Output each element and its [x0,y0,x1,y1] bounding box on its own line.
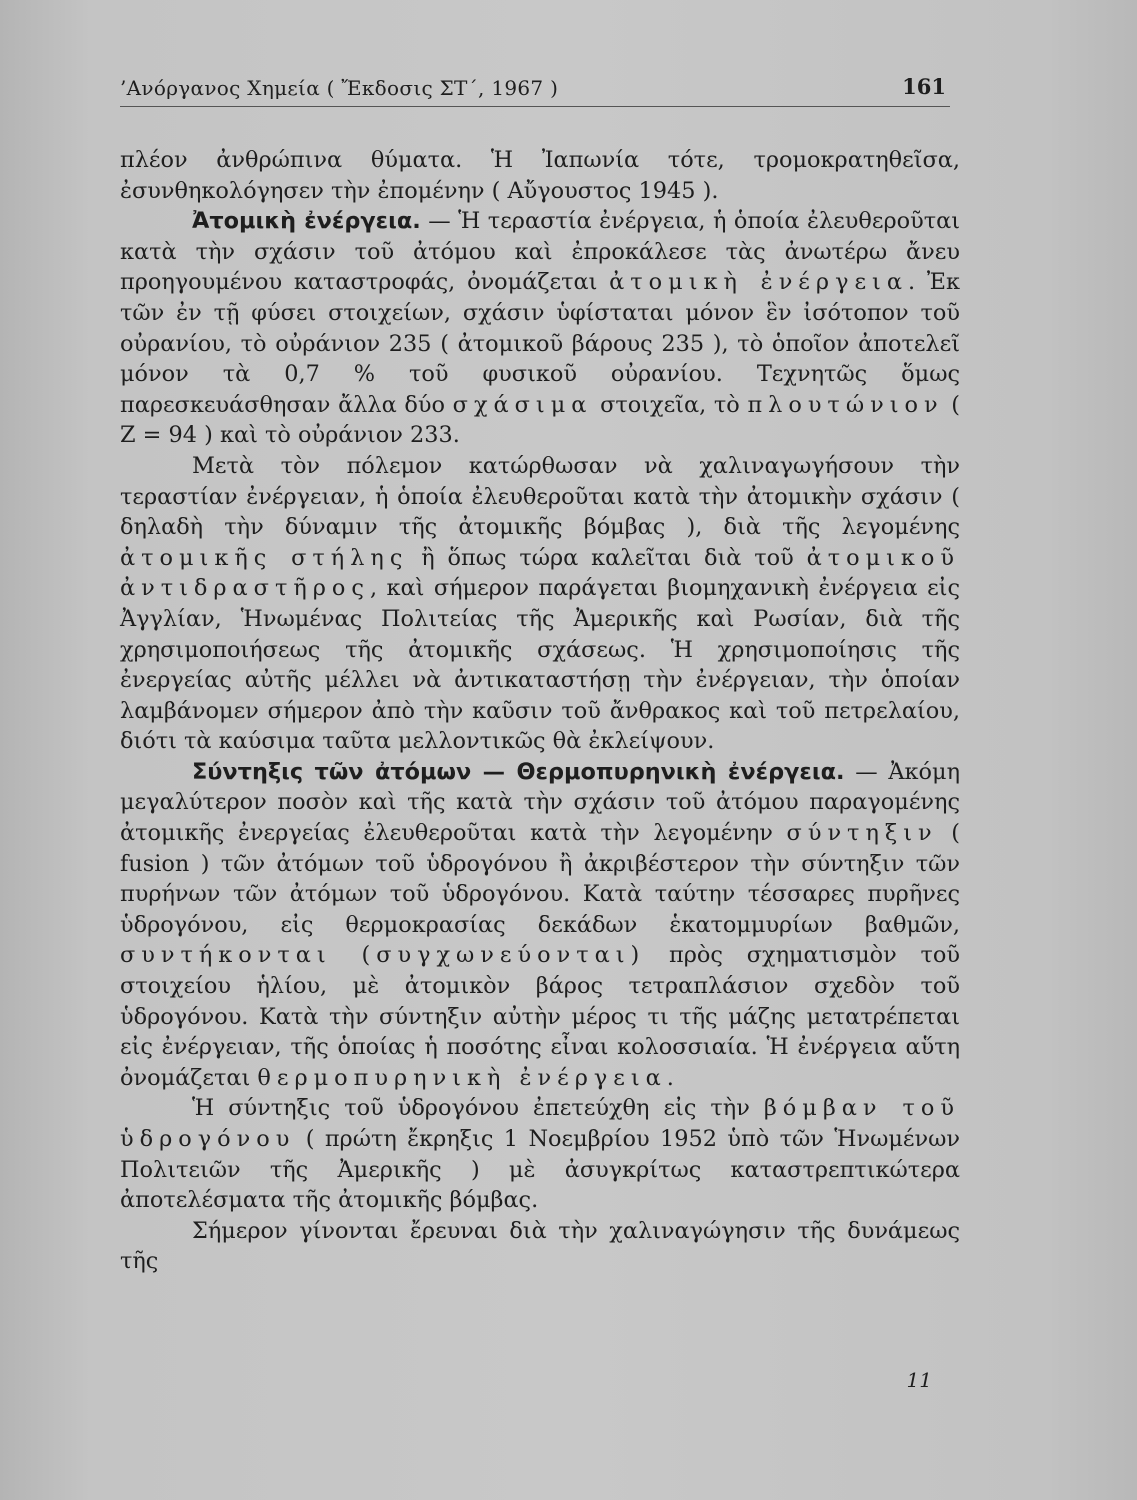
paragraph-5 [120,1093,960,1215]
signature-mark: 11 [906,1368,932,1392]
paragraph-3 [120,451,960,757]
spaced-term: σχάσιμα [452,391,593,418]
text-run: ( πρώτη ἔκρηξις 1 Νοεμβρίου 1952 ὑπὸ τῶν Ἡνωμένων Πολιτειῶν τῆς Ἀμερικῆς ) μὲ ἀσυγκρίτως καταστρεπτικώτερα ἀποτελέσματα τῆς ἀτομικῆς βόμβας. [120,1126,960,1214]
running-title: ’Ανόργανος Χημεία ( Ἔκδοσις ΣΤ΄, 1967 ) [120,76,559,100]
spaced-term: θερμοπυρηνικὴ ἐνέργεια [257,1064,667,1091]
text-run: . [666,1064,674,1091]
text-run: . Ἐκ τῶν ἐν τῇ φύσει στοιχείων, σχάσιν ὑφίσταται μόνον ἓν ἰσότοπον τοῦ οὐρανίου, τὸ οὐράνιον 235 ( ἀτομικοῦ βάρους 235 ), τὸ ὁποῖον ἀποτελεῖ μόνον τὰ 0,7 % τοῦ φυσικοῦ οὐρανίου. Τεχνητῶς ὅμως παρεσκευάσθησαν ἄλλα δύο [120,269,960,418]
paragraph-2 [120,206,960,451]
body-text [120,145,960,1277]
paragraph-1 [120,145,960,206]
text-run: πρὸς σχηματισμὸν τοῦ στοιχείου ἡλίου, μὲ ἀτομικὸν βάρος τετραπλάσιον σχεδὸν τοῦ ὑδρογόνου. Κατὰ τὴν σύντηξιν αὐτὴν μέρος τι τῆς μάζης μετατρέπεται εἰς ἐνέργειαν, τῆς ὁποίας ἡ ποσότης εἶναι κολοσσιαία. Ἡ ἐνέργεια αὕτη ὀνομάζεται [120,942,961,1091]
spaced-term: βόμβαν τοῦ ὑδρογόνου [120,1095,960,1152]
spaced-term: ἀτομικῆς στήλης [120,544,409,571]
spaced-term: συντήκονται (συγχωνεύονται) [120,942,646,969]
paragraph-1-text: πλέον ἀνθρώπινα θύματα. Ἡ Ἰαπωνία τότε, τρομοκρατηθεῖσα, ἐσυνθηκολόγησεν τὴν ἐπομένην ( Αὔγουστος 1945 ). [120,147,960,204]
paragraph-6 [120,1216,960,1277]
page-number: 161 [902,74,946,99]
text-run: ( Ζ = 94 ) καὶ τὸ οὐράνιον 233. [120,391,961,449]
section-heading-fusion: Σύντηξις τῶν ἀτόμων — Θερμοπυρηνικὴ ἐνέργεια. [192,758,845,785]
text-run: — Ἀκόμη μεγαλύτερον ποσὸν καὶ τῆς κατὰ τὴν σχάσιν τοῦ ἀτόμου παραγομένης ἀτομικῆς ἐνεργείας ἐλευθεροῦται κατὰ τὴν λεγομένην [120,758,960,847]
paragraph-6-text: Σήμερον γίνονται ἔρευναι διὰ τὴν χαλιναγώγησιν τῆς δυνάμεως τῆς [120,1217,960,1275]
spaced-term: ἀτομικοῦ ἀντιδραστῆρος [120,544,960,602]
spaced-term: ἀτομικὴ ἐνέργεια [609,269,908,296]
section-heading-atomic-energy: Ἀτομικὴ ἐνέργεια. [192,208,421,235]
spaced-term: πλουτώνιον [747,391,944,418]
spaced-term: σύντηξιν [786,820,938,847]
text-run: , καὶ σήμερον παράγεται βιομηχανικὴ ἐνέργεια εἰς Ἀγγλίαν, Ἡνωμένας Πολιτείας τῆς Ἀμερικῆς καὶ Ρωσίαν, διὰ τῆς χρησιμοποιήσεως τῆς ἀτομικῆς σχάσεως. Ἡ χρησιμοποίησις τῆς ἐνεργείας αὐτῆς μέλλει νὰ ἀντικαταστήσῃ τὴν ἐνέργειαν, τὴν ὁποίαν λαμβάνομεν σήμερον ἀπὸ τὴν καῦσιν τοῦ ἄνθρακος καὶ τοῦ πετρελαίου, διότι τὰ καύσιμα ταῦτα μελλοντικῶς θὰ ἐκλείψουν. [120,575,960,755]
paragraph-4 [120,757,960,1094]
text-run: Ἡ σύντηξις τοῦ ὑδρογόνου ἐπετεύχθη εἰς τὴν [192,1095,764,1122]
text-run: στοιχεῖα, τὸ [592,391,748,418]
text-run: ἢ ὅπως τώρα καλεῖται διὰ τοῦ [408,544,807,571]
running-header [120,72,950,107]
text-run: ( fusion ) τῶν ἀτόμων τοῦ ὑδρογόνου ἢ ἀκριβέστερον τὴν σύντηξιν τῶν πυρήνων τῶν ἀτόμων τοῦ ὑδρογόνου. Κατὰ ταύτην τέσσαρες πυρῆνες ὑδρογόνου, εἰς θερμοκρασίας δεκάδων ἑκατομμυρίων βαθμῶν, [120,820,960,938]
text-run: — Ἡ τεραστία ἐνέργεια, ἡ ὁποία ἐλευθεροῦται κατὰ τὴν σχάσιν τοῦ ἀτόμου καὶ ἐπροκάλεσε τὰς ἀνωτέρω ἄνευ προηγουμένου καταστροφάς, ὀνομάζεται [120,208,960,296]
text-run: Μετὰ τὸν πόλεμον κατώρθωσαν νὰ χαλιναγωγήσουν τὴν τεραστίαν ἐνέργειαν, ἡ ὁποία ἐλευθεροῦται κατὰ τὴν ἀτομικὴν σχάσιν ( δηλαδὴ τὴν δύναμιν τῆς ἀτομικῆς βόμβας ), διὰ τῆς λεγομένης [120,452,960,541]
